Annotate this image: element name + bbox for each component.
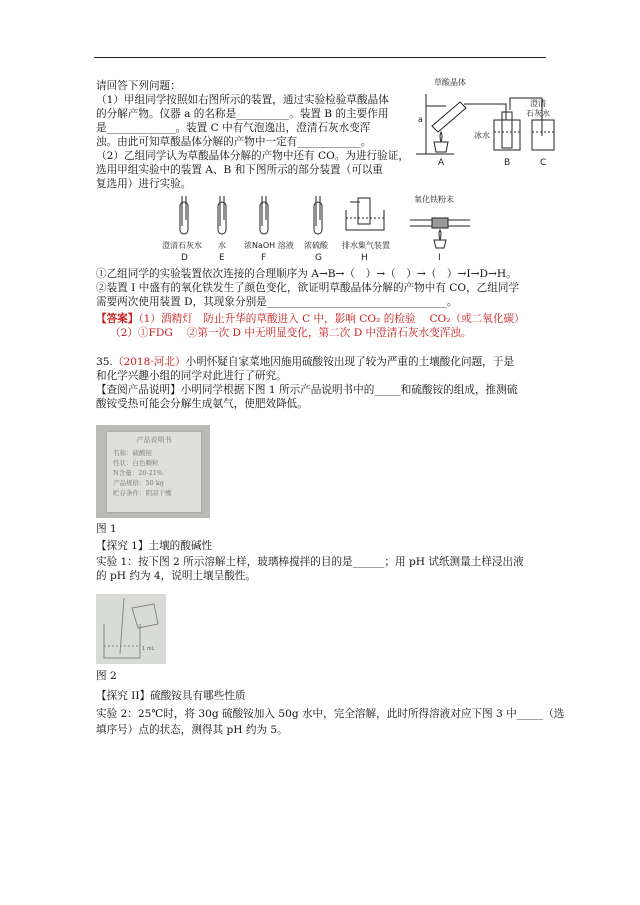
label-E-content: 水 [218, 241, 226, 250]
text-line: 填序号）点的状态，测得其 pH 约为 5。 [96, 724, 288, 736]
text-line: 浊。由此可知草酸晶体分解的产物中一定有____________。 [96, 136, 372, 148]
question-number: 35. [96, 356, 113, 368]
label-C: C [540, 158, 547, 168]
label-B: B [504, 158, 511, 168]
text-line: 的分解产物。仪器 a 的名称是__________。装置 B 的主要作用 [96, 108, 389, 120]
answer-line-1 [96, 313, 525, 326]
beaker-sketch [96, 594, 166, 664]
text-line: 的 pH 约为 4，说明土壤呈酸性。 [96, 570, 256, 582]
label-F-content: 浓NaOH 溶液 [244, 241, 294, 250]
question-text: 小明怀疑自家菜地因施用硫酸铵出现了较为严重的土壤酸化问题，于是 [185, 356, 514, 368]
product-label-row: N含量：20-21% [113, 469, 164, 477]
figure-1-caption: 图 1 [96, 523, 117, 535]
apparatus-row-diagram [160, 190, 500, 262]
text-line: 需要两次使用装置 D，其现象分别是__________________________________。 [96, 296, 458, 308]
dissolving-photo [96, 594, 166, 664]
product-label-photo [96, 425, 210, 518]
label-G: G [315, 253, 322, 262]
product-label-title: 产品说明书 [136, 436, 172, 444]
label-crystal: 草酸晶体 [434, 78, 466, 87]
product-label-row: 贮存条件：阴凉干燥 [113, 489, 172, 497]
label-F: F [261, 253, 267, 262]
product-label-card [106, 431, 202, 513]
text-line: 和化学兴趣小组的同学对此进行了研究。 [96, 370, 287, 382]
answer-line-2: （2）①FDG ②第一次 D 中无明显变化，第二次 D 中澄清石灰水变浑浊。 [110, 327, 472, 339]
text-line: 酸铵受热可能会分解生成氨气，使肥效降低。 [96, 398, 308, 410]
label-a: a [418, 115, 423, 124]
question-source: （2018·河北） [112, 356, 186, 368]
figure-2-caption: 图 2 [96, 670, 117, 682]
text-line: 实验 1：按下图 2 所示溶解土样，玻璃棒搅拌的目的是______；用 pH 试纸测量土样浸出液 [96, 556, 524, 568]
label-E: E [219, 253, 225, 262]
apparatus-abc-diagram [412, 76, 562, 168]
text-line: 【查阅产品说明】小明同学根据下图 1 所示产品说明书中的_____和硫酸铵的组成，推测硫 [96, 384, 518, 396]
text-line: 是_____________。装置 C 中有气泡逸出，澄清石灰水变浑 [96, 122, 371, 134]
question-35-line [96, 356, 514, 369]
product-label-row: 产品规格：50 kg [113, 479, 164, 487]
label-D: D [181, 253, 188, 262]
label-H: H [361, 253, 368, 262]
label-A: A [438, 158, 445, 168]
product-label-rows [113, 448, 201, 498]
beaker-mark: 1 mL [142, 646, 155, 652]
text-line: （1）甲组同学按照如右图所示的装置，通过实验检验草酸晶体 [96, 94, 389, 106]
text-line: ②装置 I 中盛有的氧化铁发生了颜色变化，欲证明草酸晶体分解的产物中有 CO，乙组同学 [96, 282, 520, 294]
header-rule [94, 57, 546, 58]
label-I: I [438, 253, 441, 262]
text-line: 实验 2：25℃时，将 30g 硫酸铵加入 50g 水中，完全溶解，此时所得溶液对应下图 3 中_____（选 [96, 708, 565, 720]
label-limewater-1: 澄清 [530, 99, 546, 108]
text-line: 选用甲组实验中的装置 A、B 和下图所示的部分装置（可以重 [96, 164, 384, 176]
label-ice: 冰水 [474, 131, 490, 140]
product-label-row: 性状：白色颗粒 [113, 459, 159, 467]
label-H-content: 排水集气装置 [342, 241, 390, 250]
label-G-content: 浓硫酸 [304, 241, 328, 250]
label-iron-oxide: 氧化铁粉末 [414, 195, 454, 204]
answer-tag: 【答案】 [96, 313, 139, 325]
label-limewater-2: 石灰水 [526, 109, 550, 118]
text-line: ①乙组同学的实验装置依次连接的合理顺序为 A→B→（ ）→（ ）→（ ）→I→D→H。 [96, 268, 517, 280]
text-line: 复选用）进行实验。 [96, 178, 192, 190]
product-label-row: 名称：硫酸铵 [113, 449, 152, 457]
answer-text: （1）酒精灯 防止升华的草酸进入 C 中，影响 CO₂ 的检验 CO₂（或二氧化碳） [138, 313, 525, 325]
label-D-content: 澄清石灰水 [162, 241, 202, 250]
text-line: 【探究 II】硫酸铵具有哪些性质 [96, 690, 246, 702]
text-line: （2）乙组同学认为草酸晶体分解的产物中还有 CO。为进行验证， [96, 150, 409, 162]
text-line: 请回答下列问题： [96, 80, 181, 92]
text-line: 【探究 1】土壤的酸碱性 [96, 540, 213, 552]
